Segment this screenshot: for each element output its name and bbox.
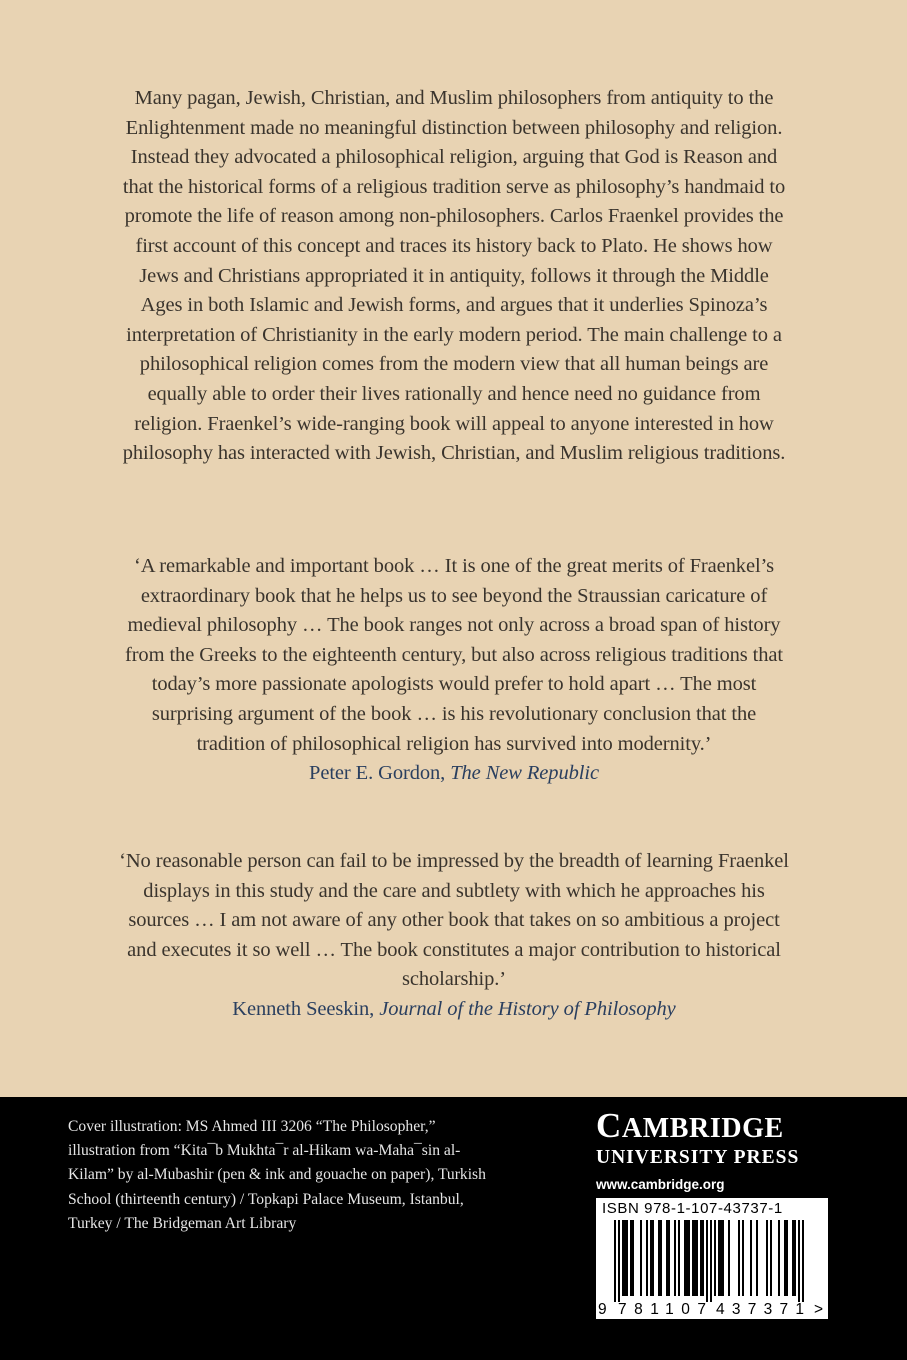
publisher-name-rest: AMBRIDGE [621, 1113, 784, 1144]
barcode-bar [702, 1220, 704, 1296]
publisher-name-initial: C [596, 1106, 622, 1145]
barcode-bar [640, 1220, 642, 1296]
barcode-bar [618, 1220, 620, 1302]
review-1-quote: ‘A remarkable and important book … It is one of the great merits of Fraenkel’s extraordinary book that he helps us to see beyond the Straussian caricature of medieval philosophy … The book ranges not only across a broad span of history from the Greeks to the eighteenth century, but also across religious traditions that today’s more passionate apologists would prefer to hold apart … The most surprising argument of the book … is his revolutionary conclusion that the tradition of philosophical religion has survived into modernity.’ [124, 555, 784, 755]
barcode-group-1: 781107 [618, 1301, 706, 1318]
barcode-bar [626, 1220, 628, 1296]
barcode-bar [728, 1220, 730, 1296]
barcode-bar [692, 1220, 694, 1296]
barcode-bar [694, 1220, 696, 1296]
barcode-bar [786, 1220, 788, 1296]
barcode-bar [770, 1220, 772, 1296]
barcode-bar [696, 1220, 698, 1296]
barcode-bar [688, 1220, 690, 1296]
barcode-bar [630, 1220, 632, 1296]
barcode-bar [706, 1220, 708, 1302]
review-1-attribution [118, 759, 790, 789]
barcode-bar [624, 1220, 626, 1296]
barcode-bar [614, 1220, 616, 1302]
barcode-bar [710, 1220, 712, 1302]
barcode-bar [742, 1220, 744, 1296]
isbn-label: ISBN 978-1-107-43737-1 [602, 1200, 783, 1217]
barcode-bar [766, 1220, 768, 1296]
barcode-bar [658, 1220, 660, 1296]
barcode-bar [678, 1220, 680, 1296]
barcode-bar [792, 1220, 794, 1296]
barcode-bar [660, 1220, 662, 1296]
barcode-bar [798, 1220, 800, 1302]
publisher-name [596, 1106, 826, 1149]
review-1 [118, 552, 790, 789]
barcode-bar [718, 1220, 720, 1296]
barcode-bar [668, 1220, 670, 1296]
barcode-bar [666, 1220, 668, 1296]
barcode-bar [802, 1220, 804, 1302]
publisher-subtitle: UNIVERSITY PRESS [596, 1147, 800, 1168]
barcode-bar [632, 1220, 634, 1296]
review-2-quote: ‘No reasonable person can fail to be impressed by the breadth of learning Fraenkel displays in this study and the care and subtlety with which he approaches his sources … I am not aware of any other book that takes on so ambitious a project and executes it so well … The book constitutes a major contribution to historical scholarship.’ [119, 850, 789, 991]
review-2-author: Kenneth Seeskin, [232, 997, 380, 1020]
barcode-bars [614, 1220, 804, 1302]
publisher-logo [596, 1106, 826, 1192]
barcode-bar [622, 1220, 624, 1296]
barcode-bar [738, 1220, 740, 1296]
barcode-bar [720, 1220, 722, 1296]
barcode-group-2: 437371 [716, 1301, 804, 1318]
barcode [596, 1198, 828, 1319]
barcode-panel [596, 1198, 828, 1319]
barcode-bar [714, 1220, 716, 1296]
review-2-source: Journal of the History of Philosophy [379, 997, 676, 1020]
review-1-source: The New Republic [450, 762, 599, 785]
publisher-url: www.cambridge.org [596, 1177, 725, 1192]
barcode-bar [778, 1220, 780, 1296]
barcode-bar [700, 1220, 702, 1296]
barcode-bar [756, 1220, 758, 1296]
barcode-arrow: > [814, 1301, 824, 1318]
barcode-bar [750, 1220, 752, 1296]
barcode-bar [684, 1220, 686, 1296]
review-2 [118, 847, 790, 1025]
review-2-attribution [118, 995, 790, 1025]
barcode-lead-digit: 9 [598, 1301, 607, 1318]
barcode-bar [646, 1220, 648, 1296]
barcode-bar [722, 1220, 724, 1296]
book-blurb: Many pagan, Jewish, Christian, and Muslim philosophers from antiquity to the Enlightenment made no meaningful distinction between philosophy and religion. Instead they advocated a philosophical religion, arguing that God is Reason and that the historical forms of a religious tradition serve as philosophy’s handmaid to promote the life of reason among non-philosophers. Carlos Fraenkel provides the first account of this concept and traces its history back to Plato. He shows how Jews and Christians appropriated it in antiquity, follows it through the Middle Ages in both Islamic and Jewish forms, and argues that it underlies Spinoza’s interpretation of Christianity in the early modern period. The main challenge to a philosophical religion comes from the modern view that all human beings are equally able to order their lives rationally and hence need no guidance from religion. Fraenkel’s wide-ranging book will appeal to anyone interested in how philosophy has interacted with Jewish, Christian, and Muslim religious traditions. [122, 87, 786, 465]
barcode-bar [652, 1220, 654, 1296]
review-1-author: Peter E. Gordon, [309, 762, 451, 785]
barcode-bar [686, 1220, 688, 1296]
barcode-bar [674, 1220, 676, 1296]
barcode-bar [784, 1220, 786, 1296]
barcode-bar [650, 1220, 652, 1296]
barcode-bar [794, 1220, 796, 1296]
cover-illustration-credit: Cover illustration: MS Ahmed III 3206 “The Philosopher,” illustration from “Kita¯b Mukhta¯r al-Hikam wa-Maha¯sin al-Kilam” by al-Mubashir (pen & ink and gouache on paper), Turkish School (thirteenth century) / Topkapi Palace Museum, Istanbul, Turkey / The Bridgeman Art Library [68, 1118, 486, 1232]
